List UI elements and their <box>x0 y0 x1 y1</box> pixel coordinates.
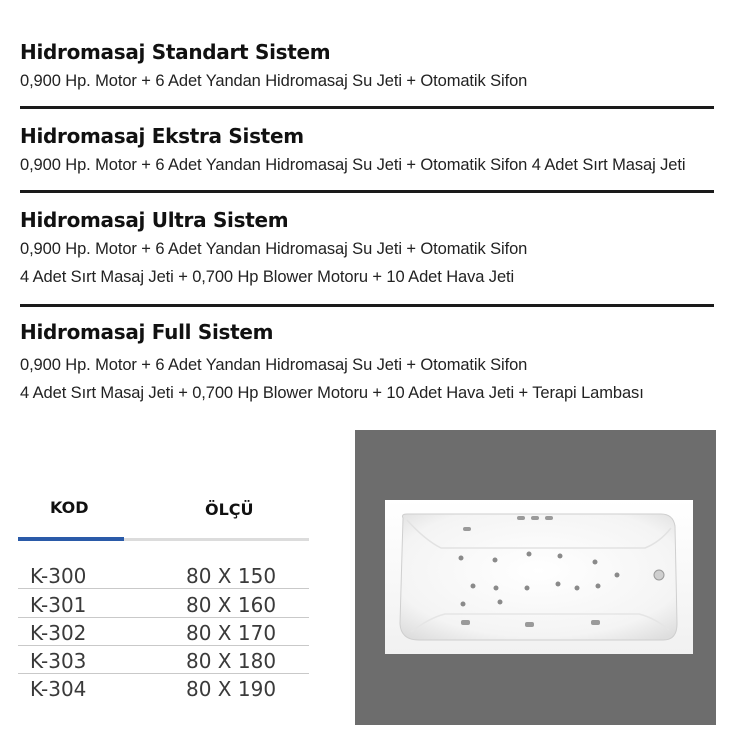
system-title: Hidromasaj Ekstra Sistem <box>20 124 304 148</box>
cell-kod: K-303 <box>30 649 87 673</box>
system-title: Hidromasaj Standart Sistem <box>20 40 331 64</box>
table-row <box>18 673 309 701</box>
cell-kod: K-302 <box>30 621 87 645</box>
system-line: 0,900 Hp. Motor + 6 Adet Yandan Hidromasaj Su Jeti + Otomatik Sifon <box>20 240 528 258</box>
cell-olcu: 80 X 150 <box>186 564 277 588</box>
table-row <box>18 589 309 618</box>
cell-olcu: 80 X 190 <box>186 677 277 701</box>
system-ultra <box>20 208 714 287</box>
table-row <box>18 645 309 674</box>
table-row <box>18 560 309 589</box>
system-line: 4 Adet Sırt Masaj Jeti + 0,700 Hp Blower Motoru + 10 Adet Hava Jeti + Terapi Lambası <box>20 384 644 402</box>
section-divider <box>20 304 714 307</box>
system-standart <box>20 40 714 91</box>
system-title: Hidromasaj Full Sistem <box>20 320 274 344</box>
section-divider <box>20 190 714 193</box>
table-header-kod: KOD <box>50 498 89 517</box>
table-row <box>18 617 309 646</box>
system-line: 0,900 Hp. Motor + 6 Adet Yandan Hidromasaj Su Jeti + Otomatik Sifon <box>20 72 528 90</box>
cell-kod: K-301 <box>30 593 87 617</box>
table-header-rule <box>124 538 309 541</box>
system-ekstra <box>20 124 714 175</box>
cell-olcu: 80 X 180 <box>186 649 277 673</box>
system-title: Hidromasaj Ultra Sistem <box>20 208 289 232</box>
system-line: 0,900 Hp. Motor + 6 Adet Yandan Hidromasaj Su Jeti + Otomatik Sifon <box>20 356 528 374</box>
cell-kod: K-300 <box>30 564 87 588</box>
cell-olcu: 80 X 170 <box>186 621 277 645</box>
bathtub-photo <box>355 430 716 725</box>
system-line: 0,900 Hp. Motor + 6 Adet Yandan Hidromasaj Su Jeti + Otomatik Sifon 4 Adet Sırt Masaj Jeti <box>20 156 686 174</box>
cell-kod: K-304 <box>30 677 87 701</box>
cell-olcu: 80 X 160 <box>186 593 277 617</box>
system-full <box>20 320 714 403</box>
bathtub-illustration <box>355 430 716 725</box>
table-header-accent <box>18 537 124 541</box>
drain-icon <box>654 570 664 580</box>
section-divider <box>20 106 714 109</box>
system-line: 4 Adet Sırt Masaj Jeti + 0,700 Hp Blower Motoru + 10 Adet Hava Jeti <box>20 268 515 286</box>
table-header-olcu: ÖLÇÜ <box>205 500 254 519</box>
